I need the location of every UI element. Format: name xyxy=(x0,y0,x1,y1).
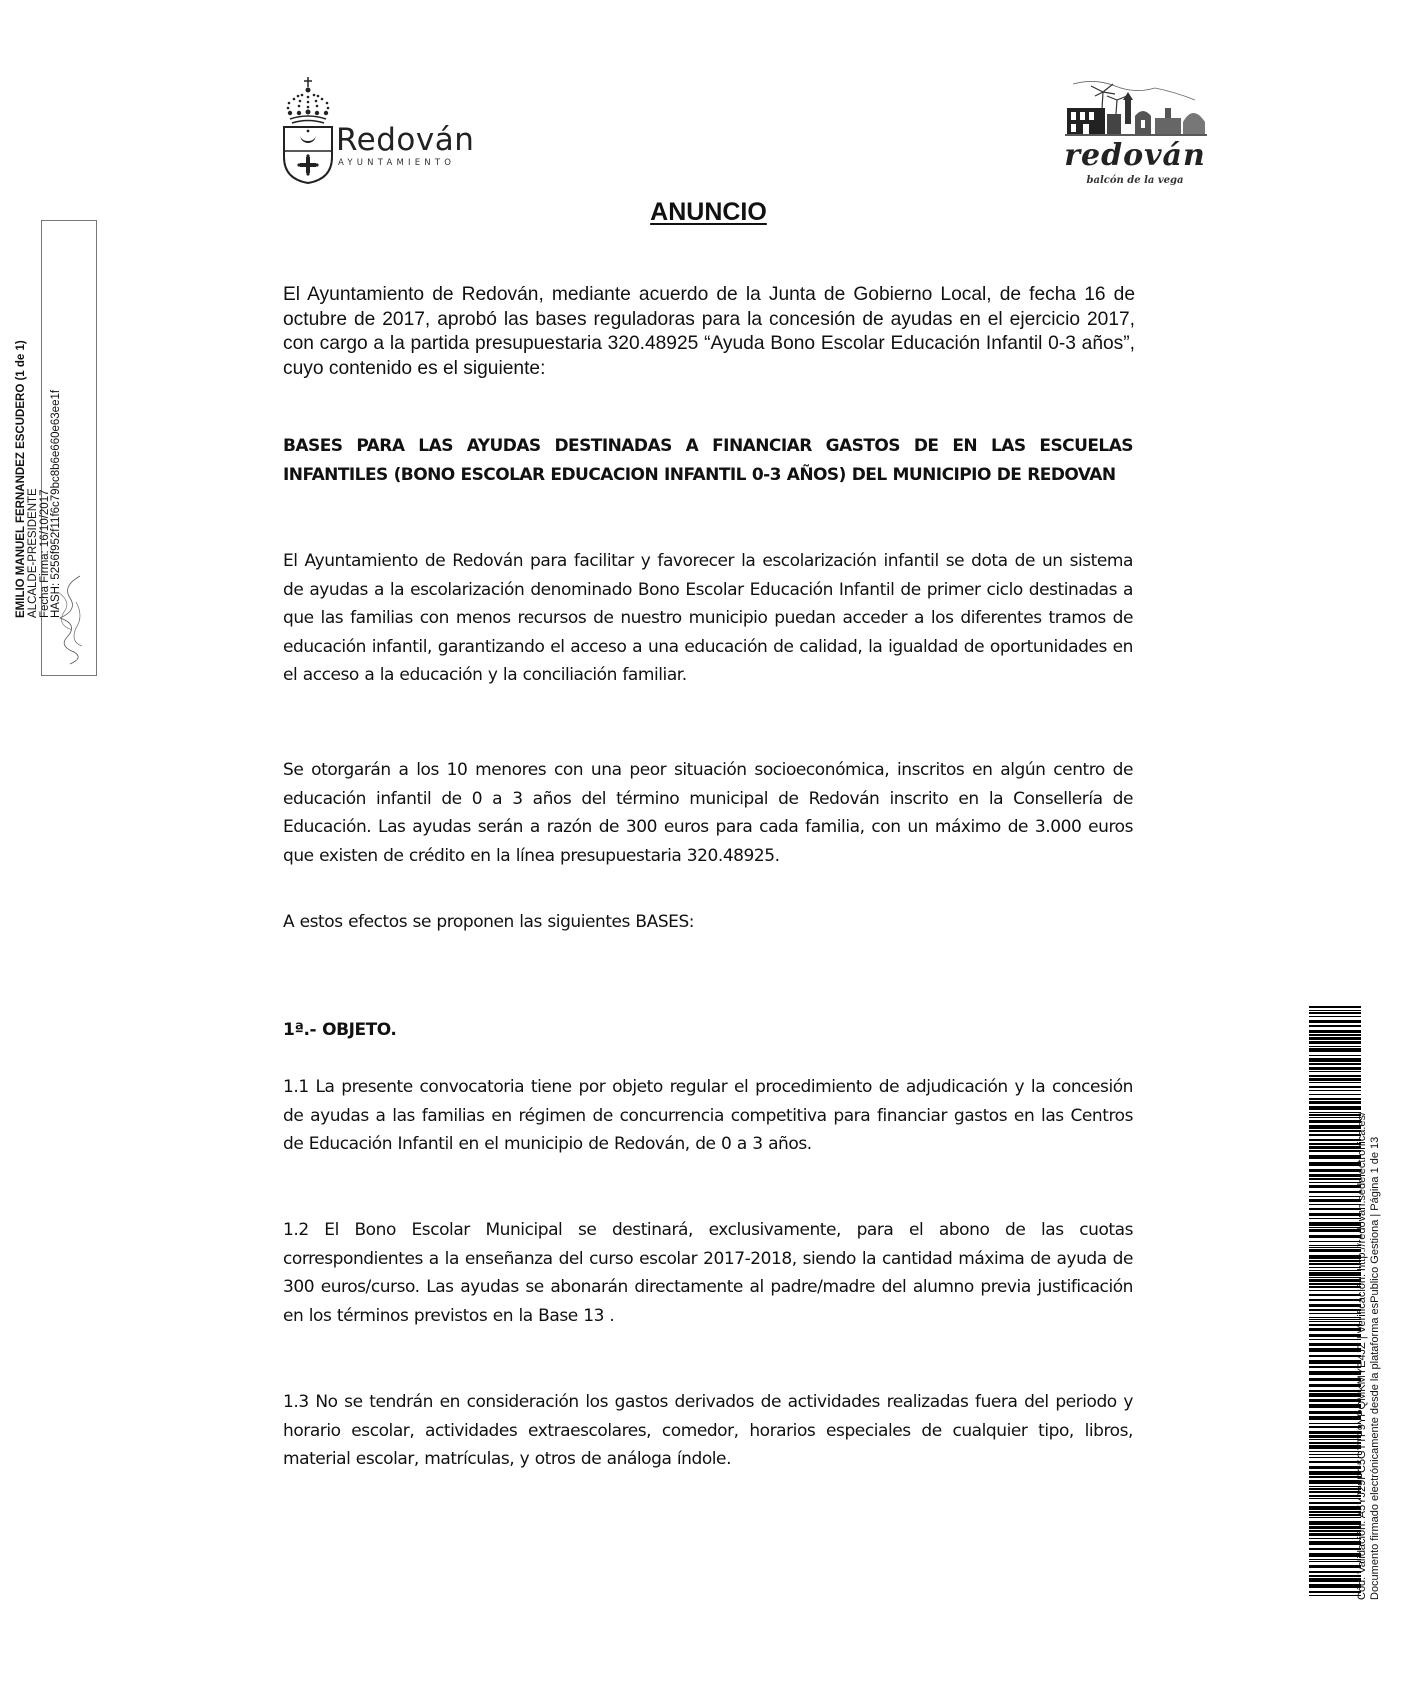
barcode-bar xyxy=(1309,1155,1361,1159)
barcode-bar xyxy=(1309,1227,1361,1228)
signer-role: ALCALDE-PRESIDENTE xyxy=(26,488,39,618)
barcode-bar xyxy=(1309,1404,1361,1408)
barcode-bar xyxy=(1309,1517,1361,1518)
barcode-bar xyxy=(1309,1078,1361,1081)
barcode-bar xyxy=(1309,1390,1361,1392)
barcode-bar xyxy=(1309,1117,1361,1118)
paragraph-eligibility: Se otorgarán a los 10 menores con una peor situación socioeconómica, inscritos en algún centro de educación infantil de 0 a 3 años del término municipal de Redován inscrito en la Consellería de Educación. Las ayudas serán a razón de 300 euros para cada familia, con un máximo de 3.000 euros que existen de crédito en la línea presupuestaria 320.48925. xyxy=(283,760,1133,866)
barcode-bar xyxy=(1309,1208,1361,1210)
barcode-bar xyxy=(1309,1488,1361,1490)
barcode-bar xyxy=(1309,1241,1361,1242)
barcode-bar xyxy=(1309,1139,1361,1141)
barcode-bar xyxy=(1309,1591,1361,1593)
signature-hash: HASH: 5256f952f11f6c79bc8b6e660e63ee1f xyxy=(50,389,63,618)
barcode-bar xyxy=(1309,1263,1361,1265)
barcode-bar xyxy=(1309,1471,1361,1475)
bases-heading: BASES PARA LAS AYUDAS DESTINADAS A FINANCIAR GASTOS DE EN LAS ESCUELAS INFANTILES (BONO ESCOLAR EDUCACION INFANTIL 0-3 AÑOS) DEL MUNICIPIO DE REDOVAN xyxy=(283,436,1133,485)
barcode-bar xyxy=(1309,1559,1361,1560)
validation-code: Cód. Validación: A5YJ29FC5GTTF9YPQMKMYE4JZ | Verificación: http://redovan.sedelectronica.es/ xyxy=(1356,1111,1368,1600)
barcode-bar xyxy=(1309,1578,1361,1582)
barcode-bar xyxy=(1309,1384,1361,1387)
barcode-bar xyxy=(1309,1134,1361,1136)
barcode-bar xyxy=(1309,1067,1361,1070)
barcode-bar xyxy=(1309,1125,1361,1129)
barcode-bar xyxy=(1309,1321,1361,1322)
barcode-bar xyxy=(1309,1114,1361,1116)
barcode-bar xyxy=(1309,1286,1361,1288)
platform-page-info: Documento firmado electrónicamente desde la plataforma esPublico Gestiona | Página 1 de 13 xyxy=(1369,1136,1381,1600)
section-heading-objeto: 1ª.- OBJETO. xyxy=(283,1020,397,1040)
barcode-bar xyxy=(1309,1143,1361,1145)
barcode-bar xyxy=(1309,1324,1361,1326)
barcode-bar xyxy=(1309,1426,1361,1428)
signer-name: EMILIO MANUEL FERNANDEZ ESCUDERO (1 de 1) xyxy=(15,340,27,618)
barcode-bar xyxy=(1309,1584,1361,1588)
barcode-bar xyxy=(1309,1511,1361,1513)
barcode-bar xyxy=(1309,1041,1361,1044)
barcode-bar xyxy=(1309,1431,1361,1434)
barcode-bar xyxy=(1309,1048,1361,1052)
barcode-bar xyxy=(1309,1063,1361,1065)
barcode-bar xyxy=(1309,1101,1361,1104)
barcode-bar xyxy=(1309,1313,1361,1314)
barcode-bar xyxy=(1309,1299,1361,1301)
barcode-bar xyxy=(1309,1548,1361,1550)
clause-1-1: 1.1 La presente convocatoria tiene por objeto regular el procedimiento de adjudicación y la concesión de ayudas a las familias en régimen de concurrencia competitiva para financiar gastos en las Centros de Educación Infantil en el municipio de Redován, de 0 a 3 años. xyxy=(283,1077,1133,1155)
barcode-bar xyxy=(1309,1120,1361,1123)
barcode-bar xyxy=(1309,1106,1361,1110)
barcode-bar xyxy=(1309,1571,1361,1573)
barcode-bar xyxy=(1309,1526,1361,1529)
barcode-bar xyxy=(1309,1317,1361,1318)
barcode-bar xyxy=(1309,1174,1361,1177)
barcode-bar xyxy=(1309,1533,1361,1536)
barcode-bar xyxy=(1309,1355,1361,1357)
barcode-bar xyxy=(1309,1098,1361,1100)
barcode-bar xyxy=(1309,1270,1361,1271)
verification-text xyxy=(1356,1010,1386,1600)
barcode-bar xyxy=(1309,1025,1361,1027)
barcode-bar xyxy=(1309,1491,1361,1493)
barcode-bar xyxy=(1309,1260,1361,1262)
barcode-bar xyxy=(1309,1255,1361,1259)
barcode-bar xyxy=(1309,1290,1361,1291)
barcode-bar xyxy=(1309,1521,1361,1525)
barcode-bar xyxy=(1309,1222,1361,1226)
signature-date: Fecha Firma: 16/10/2017 xyxy=(38,489,51,618)
barcode-bar xyxy=(1309,1150,1361,1152)
barcode-bar xyxy=(1309,1055,1361,1056)
barcode-bar xyxy=(1309,1439,1361,1440)
barcode-bar xyxy=(1309,1486,1361,1487)
barcode-bar xyxy=(1309,1162,1361,1166)
barcode-bar xyxy=(1309,1249,1361,1252)
barcode-bar xyxy=(1309,1466,1361,1469)
town-brand-logo xyxy=(1055,78,1215,188)
barcode-bar xyxy=(1309,1283,1361,1285)
barcode-bar xyxy=(1309,1185,1361,1188)
barcode-bar xyxy=(1309,1034,1361,1036)
barcode-bar xyxy=(1309,1267,1361,1268)
barcode-bar xyxy=(1309,1416,1361,1420)
barcode-bar xyxy=(1309,1371,1361,1375)
ayuntamiento-logo xyxy=(280,75,480,185)
barcode-bar xyxy=(1309,1235,1361,1238)
logo-subtitle: AYUNTAMIENTO xyxy=(338,158,456,168)
clause-1-2: 1.2 El Bono Escolar Municipal se destinará, exclusivamente, para el abono de las cuotas correspondientes a la enseñanza del curso escolar 2017-2018, siendo la cantidad máxima de ayuda de 300 euros/curso. Las ayudas se abonarán directamente al padre/madre del alumno previa justificación en los términos previstos en la Base 13 . xyxy=(283,1220,1133,1326)
barcode-bar xyxy=(1309,1366,1361,1368)
barcode-bar xyxy=(1309,1457,1361,1458)
barcode-bar xyxy=(1309,1178,1361,1180)
signature-details xyxy=(16,258,72,618)
intro-paragraph: El Ayuntamiento de Redován, mediante acuerdo de la Junta de Gobierno Local, de fecha 16 de octubre de 2017, aprobó las bases reguladoras para la concesión de ayudas en el ejercicio 2017, con cargo a la partida presupuestaria 320.48925 “Ayuda Bono Escolar Educación Infantil 0-3 años”, cuyo contenido es el siguiente: xyxy=(283,284,1135,379)
barcode-bar xyxy=(1309,1575,1361,1577)
barcode-bar xyxy=(1309,1006,1361,1008)
barcode-bar xyxy=(1309,1071,1361,1072)
barcode-bar xyxy=(1309,1272,1361,1276)
document-title: ANUNCIO xyxy=(650,198,767,226)
barcode-bar xyxy=(1309,1495,1361,1497)
barcode-bar xyxy=(1309,1393,1361,1397)
barcode-bar xyxy=(1309,1309,1361,1311)
coat-of-arms-icon xyxy=(280,75,336,185)
barcode-bar xyxy=(1309,1328,1361,1331)
barcode-bar xyxy=(1309,1012,1361,1014)
validation-barcode xyxy=(1309,1006,1361,1596)
barcode-bar xyxy=(1309,1294,1361,1296)
barcode-bar xyxy=(1309,1530,1361,1532)
barcode-bar xyxy=(1309,1010,1361,1011)
barcode-bar xyxy=(1309,1182,1361,1183)
barcode-bar xyxy=(1309,1112,1361,1113)
barcode-bar xyxy=(1309,1454,1361,1455)
logo-name: Redován xyxy=(336,122,475,158)
barcode-bar xyxy=(1309,1130,1361,1132)
barcode-bar xyxy=(1309,1199,1361,1202)
barcode-bar xyxy=(1309,1058,1361,1062)
barcode-bar xyxy=(1309,1082,1361,1083)
barcode-bar xyxy=(1309,1334,1361,1337)
barcode-bar xyxy=(1309,1020,1361,1023)
paragraph-purpose: El Ayuntamiento de Redován para facilitar y favorecer la escolarización infantil se dota de un sistema de ayudas a la escolarización denominado Bono Escolar Educación Infantil de primer ciclo destinadas a que las familias con menos recursos de nuestro municipio puedan acceder a los diferentes tramos de educación infantil, garantizando el acceso a una educación de calidad, la igualdad de oportunidades en el acceso a la educación y la conciliación familiar. xyxy=(283,551,1133,686)
barcode-bar xyxy=(1309,1506,1361,1510)
barcode-bar xyxy=(1309,1442,1361,1444)
barcode-bar xyxy=(1309,1498,1361,1499)
barcode-bar xyxy=(1309,1279,1361,1282)
barcode-bar xyxy=(1309,1541,1361,1545)
barcode-bar xyxy=(1309,1169,1361,1172)
barcode-bar xyxy=(1309,1411,1361,1414)
barcode-bar xyxy=(1309,1030,1361,1033)
barcode-bar xyxy=(1309,1378,1361,1381)
barcode-bar xyxy=(1309,1046,1361,1047)
barcode-bar xyxy=(1309,1277,1361,1278)
barcode-bar xyxy=(1309,1196,1361,1197)
barcode-bar xyxy=(1309,1245,1361,1246)
barcode-bar xyxy=(1309,1218,1361,1219)
barcode-bar xyxy=(1309,1461,1361,1463)
handwritten-signature-icon xyxy=(50,572,90,668)
barcode-bar xyxy=(1309,1213,1361,1216)
barcode-bar xyxy=(1309,1451,1361,1452)
barcode-bar xyxy=(1309,1348,1361,1352)
barcode-bar xyxy=(1309,1476,1361,1478)
barcode-bar xyxy=(1309,1435,1361,1438)
barcode-bar xyxy=(1309,1445,1361,1449)
barcode-bar xyxy=(1309,1514,1361,1516)
barcode-bar xyxy=(1309,1319,1361,1320)
barcode-bar xyxy=(1309,1037,1361,1040)
barcode-bar xyxy=(1309,1090,1361,1091)
brand-tagline: balcón de la vega xyxy=(1086,175,1184,186)
barcode-bar xyxy=(1309,1423,1361,1424)
clause-1-3: 1.3 No se tendrán en consideración los gastos derivados de actividades realizadas fuera del periodo y horario escolar, actividades extraescolares, comedor, horarios especiales de cualquier tipo, libros, material escolar, matrículas, y otros de análoga índole. xyxy=(283,1392,1133,1470)
paragraph-bases-intro: A estos efectos se proponen las siguientes BASES: xyxy=(283,912,695,932)
barcode-bar xyxy=(1309,1399,1361,1402)
barcode-bar xyxy=(1309,1595,1361,1596)
barcode-bar xyxy=(1309,1480,1361,1484)
barcode-bar xyxy=(1309,1094,1361,1095)
barcode-bar xyxy=(1309,1553,1361,1557)
barcode-bar xyxy=(1309,1229,1361,1232)
barcode-bar xyxy=(1309,1360,1361,1364)
barcode-bar xyxy=(1309,1204,1361,1205)
barcode-bar xyxy=(1309,1146,1361,1149)
barcode-bar xyxy=(1309,1339,1361,1340)
barcode-bar xyxy=(1309,1016,1361,1017)
town-skyline-icon xyxy=(1055,78,1215,140)
barcode-bar xyxy=(1309,1502,1361,1504)
barcode-bar xyxy=(1309,1304,1361,1307)
barcode-bar xyxy=(1309,1191,1361,1193)
barcode-bar xyxy=(1309,1086,1361,1088)
barcode-bar xyxy=(1309,1561,1361,1562)
barcode-bar xyxy=(1309,1565,1361,1568)
barcode-bar xyxy=(1309,1538,1361,1539)
barcode-bar xyxy=(1309,1075,1361,1077)
barcode-bar xyxy=(1309,1247,1361,1248)
barcode-bar xyxy=(1309,1343,1361,1346)
brand-name: redován xyxy=(1064,138,1206,173)
